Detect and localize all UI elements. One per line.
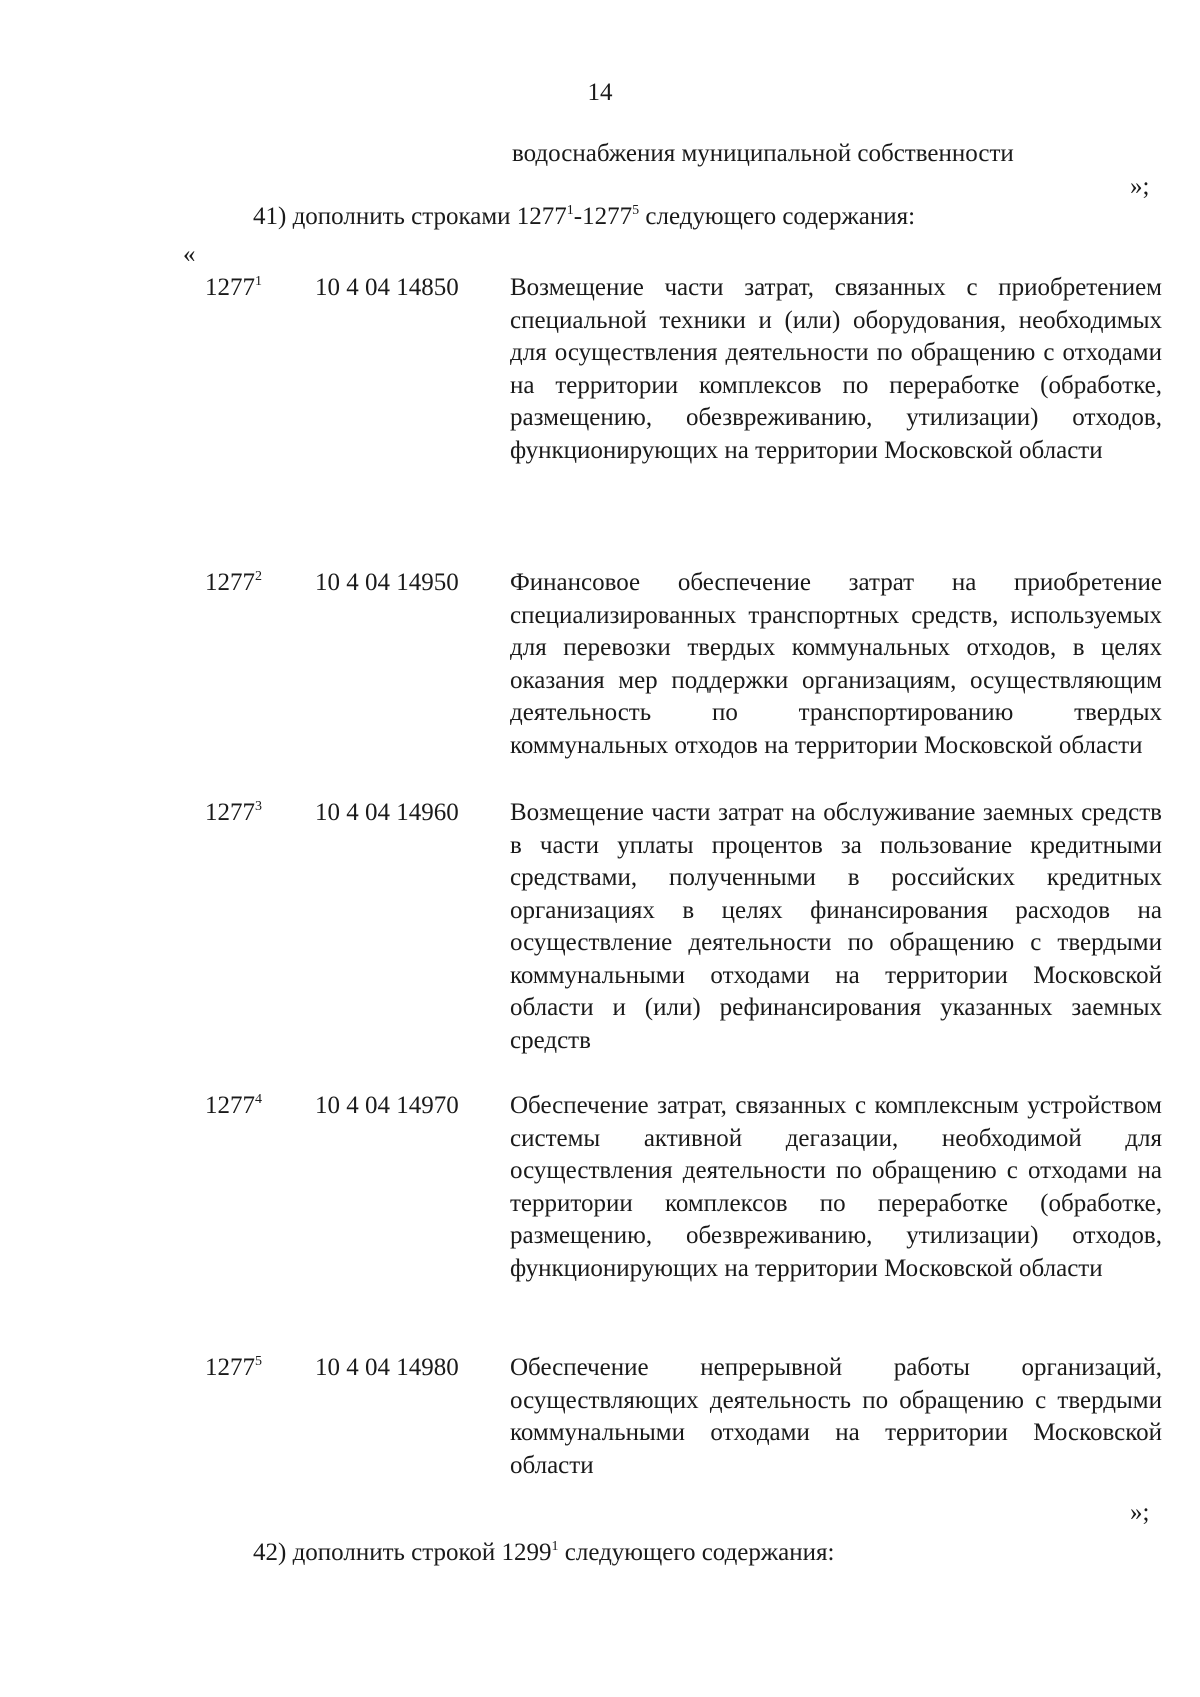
- row-description: Финансовое обеспечение затрат на приобретение специализированных транспортных средств, используемых для перевозки твердых коммунальных отходов, в целях оказания мер поддержки организациям, осуществляющим деятельность по транспортированию твердых коммунальных отходов на территории Московской области: [510, 569, 1162, 759]
- row-number-sup: 2: [255, 569, 262, 584]
- instruction-41-sup1: 1: [566, 203, 574, 218]
- instruction-41-sup2: 5: [632, 203, 640, 218]
- row-number: [205, 1090, 262, 1123]
- row-code: 10 4 04 14950: [315, 569, 459, 596]
- row-description: Обеспечение затрат, связанных с комплексным устройством системы активной дегазации, необходимой для осуществления деятельности по обращению с отходами на территории комплексов по переработке (обработке, размещению, обезвреживанию, утилизации) отходов, функционирующих на территории Московской области: [510, 1092, 1162, 1282]
- instruction-42-prefix: 42) дополнить строкой 1299: [253, 1539, 552, 1566]
- row-number-base: 1277: [205, 274, 255, 301]
- instruction-41-prefix: 41) дополнить строками 1277: [253, 203, 567, 230]
- row-description: Возмещение части затрат, связанных с приобретением специальной техники и (или) оборудования, необходимых для осуществления деятельности по обращению с отходами на территории комплексов по переработке (обработке, размещению, обезвреживанию, утилизации) отходов, функционирующих на территории Московской области: [510, 274, 1162, 464]
- row-number: [205, 797, 262, 830]
- row-description: Возмещение части затрат на обслуживание заемных средств в части уплаты процентов за пользование кредитными средствами, полученными в российских кредитных организациях в целях финансирования расходов на осуществление деятельности по обращению с твердыми коммунальными отходами на территории Московской области и (или) рефинансирования указанных заемных средств: [510, 799, 1162, 1054]
- row-number-sup: 4: [255, 1092, 262, 1107]
- row-description: Обеспечение непрерывной работы организаций, осуществляющих деятельность по обращению с твердыми коммунальными отходами на территории Московской области: [510, 1354, 1162, 1479]
- instruction-42: [253, 1538, 834, 1568]
- row-code: 10 4 04 14980: [315, 1354, 459, 1381]
- instruction-42-suffix: следующего содержания:: [558, 1539, 835, 1566]
- row-number-base: 1277: [205, 799, 255, 826]
- row-number-base: 1277: [205, 1092, 255, 1119]
- row-number: [205, 272, 262, 305]
- row-number-sup: 3: [255, 799, 262, 814]
- row-number: [205, 1352, 262, 1385]
- row-number-sup: 5: [255, 1354, 262, 1369]
- row-number: [205, 567, 262, 600]
- closing-quote-2: »;: [1130, 1499, 1150, 1526]
- instruction-41-middle: -1277: [573, 203, 633, 230]
- page-number: 14: [587, 79, 613, 106]
- row-code: 10 4 04 14970: [315, 1092, 459, 1119]
- instruction-42-sup: 1: [551, 1539, 559, 1554]
- row-code: 10 4 04 14850: [315, 274, 459, 301]
- row-code: 10 4 04 14960: [315, 799, 459, 826]
- opening-quote: «: [183, 241, 196, 268]
- continuation-text: водоснабжения муниципальной собственности: [512, 140, 1014, 167]
- instruction-41: [253, 202, 915, 232]
- instruction-41-suffix: следующего содержания:: [639, 203, 916, 230]
- row-number-base: 1277: [205, 1354, 255, 1381]
- row-number-sup: 1: [255, 274, 262, 289]
- closing-quote: »;: [1130, 173, 1150, 200]
- row-number-base: 1277: [205, 569, 255, 596]
